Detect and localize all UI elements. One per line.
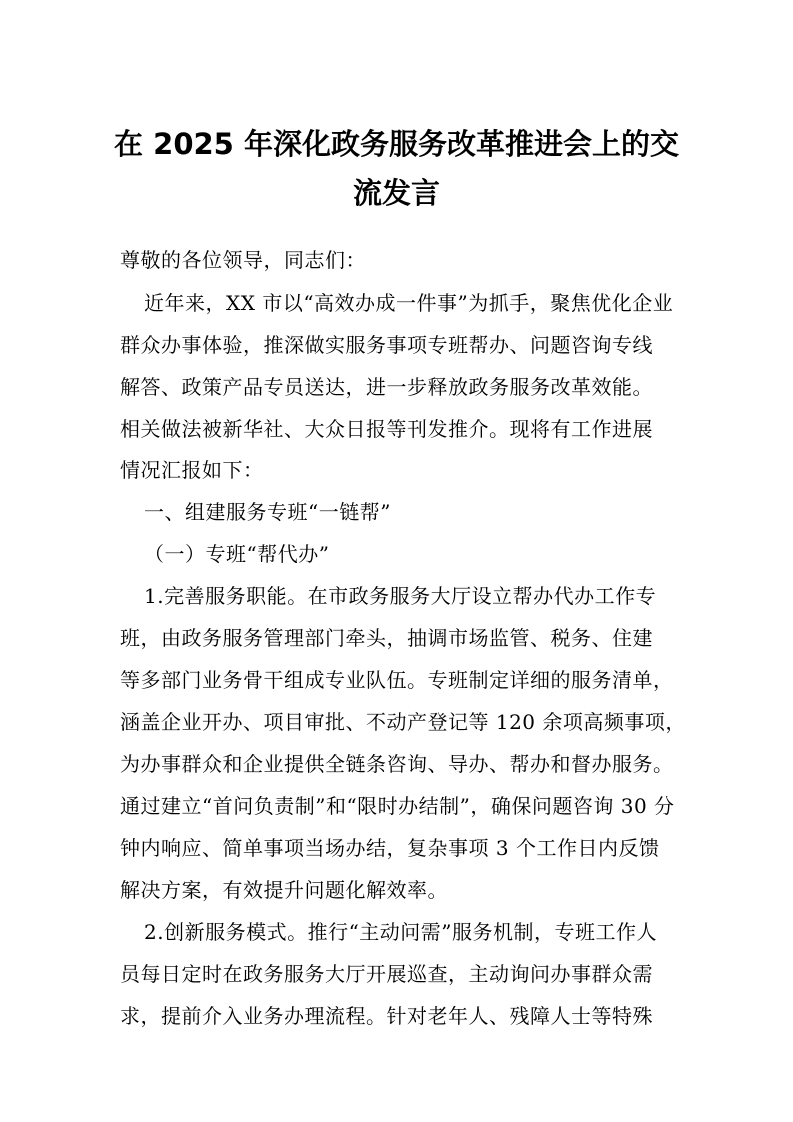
document-title-line-2: 流发言 [352,176,440,210]
paragraph-line: 1.完善服务职能。在市政务服务大厅设立帮办代办工作专 [144,584,657,608]
paragraph-line: 等多部门业务骨干组成专业队伍。专班制定详细的服务清单， [120,668,674,692]
paragraph-line: 钟内响应、简单事项当场办结，复杂事项 3 个工作日内反馈 [120,836,660,860]
paragraph-line: 近年来，XX 市以“高效办成一件事”为抓手，聚焦优化企业 [144,291,674,315]
paragraph-line: 相关做法被新华社、大众日报等刊发推介。现将有工作进展 [120,417,653,441]
paragraph-line: 解决方案，有效提升问题化解效率。 [120,878,448,902]
paragraph-line: 群众办事体验，推深做实服务事项专班帮办、问题咨询专线 [120,333,653,357]
paragraph-line: 涵盖企业开办、项目审批、不动产登记等 120 余项高频事项， [120,710,686,734]
paragraph-line: 班，由政务服务管理部门牵头，抽调市场监管、税务、住建 [120,626,653,650]
paragraph-line: 2.创新服务模式。推行“主动问需”服务机制，专班工作人 [144,920,658,944]
document-title-line-1: 在 2025 年深化政务服务改革推进会上的交 [114,127,679,161]
paragraph-line: 情况汇报如下： [120,458,264,482]
section-heading: 一、组建服务专班“一链帮” [144,500,391,524]
paragraph-line: 通过建立“首问负责制”和“限时办结制”，确保问题咨询 30 分 [120,794,675,818]
paragraph-line: 为办事群众和企业提供全链条咨询、导办、帮办和督办服务。 [120,752,674,776]
salutation: 尊敬的各位领导，同志们： [120,248,366,272]
subsection-heading: （一）专班“帮代办” [144,542,330,566]
paragraph-line: 员每日定时在政务服务大厅开展巡查，主动询问办事群众需 [120,962,653,986]
paragraph-line: 求，提前介入业务办理流程。针对老年人、残障人士等特殊 [120,1004,653,1028]
paragraph-line: 解答、政策产品专员送达，进一步释放政务服务改革效能。 [120,375,653,399]
